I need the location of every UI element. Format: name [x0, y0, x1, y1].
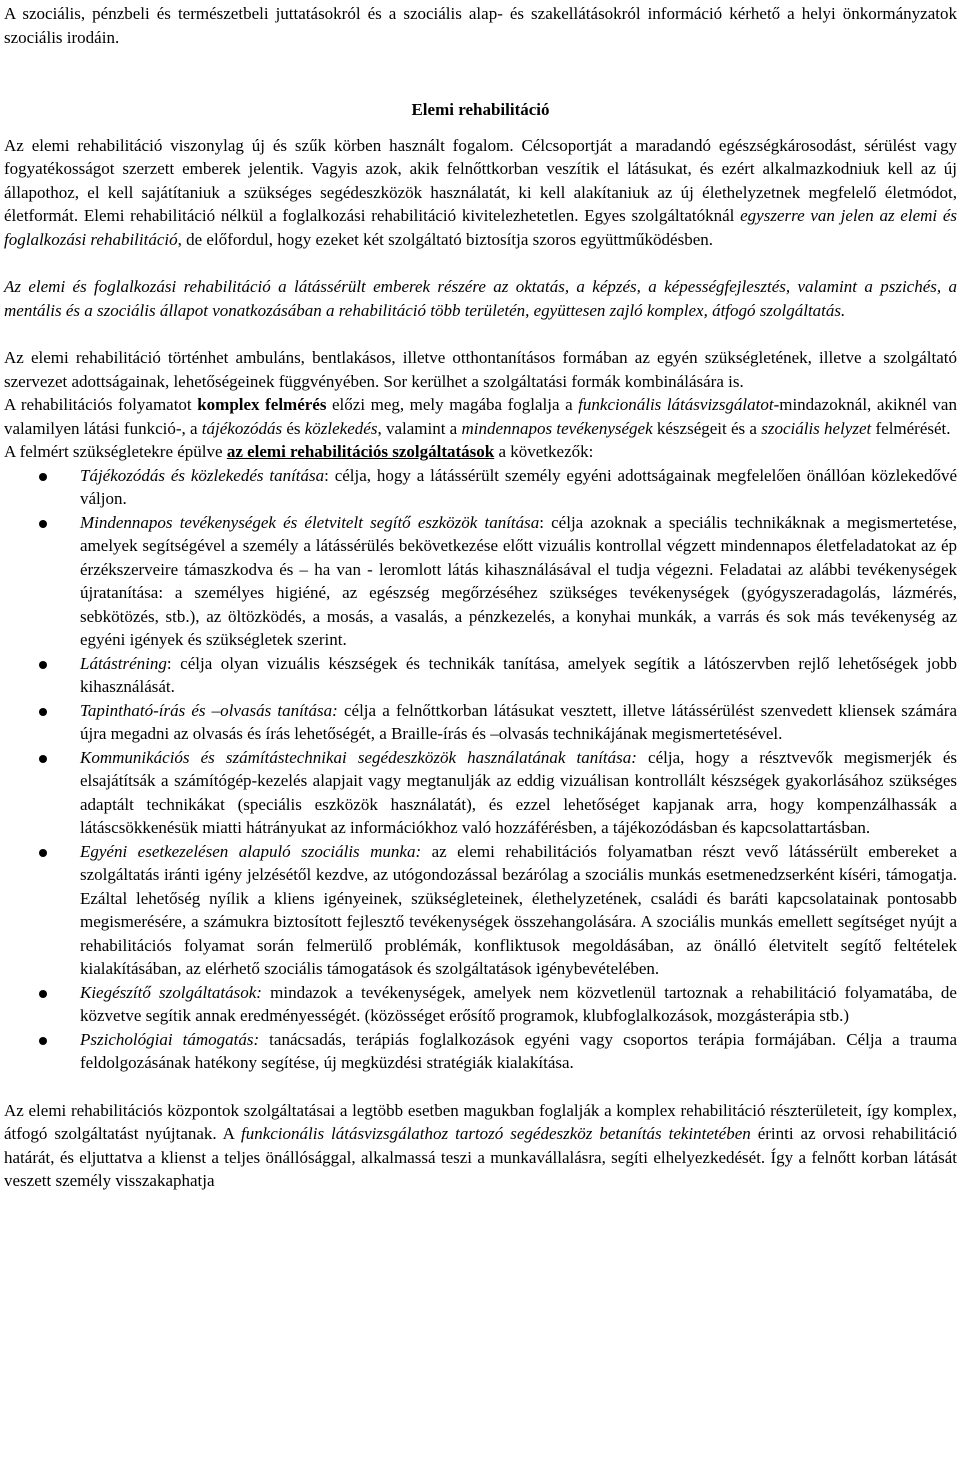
italic-span: egyszerre van jelen az elemi és foglalkozási rehabilitáció	[4, 206, 958, 249]
text-span: Az elemi rehabilitációs központok szolgáltatásai a legtöbb esetben magukban foglalják a komplex rehabilitáció részterületeit, így komplex, átfogó szolgáltatást nyújtanak. A	[4, 1100, 957, 1143]
bullet-icon	[39, 708, 47, 716]
italic-span: szociális helyzet	[761, 418, 872, 438]
list-item	[4, 511, 957, 652]
list-item	[4, 746, 957, 840]
document-page	[0, 2, 960, 1462]
list-item-title: Látástréning	[80, 653, 167, 673]
list-item-text: : célja olyan vizuális készségek és technikák tanítása, amelyek segítik a látószervben rejlő lehetőségek jobb kihasználását.	[80, 653, 957, 696]
text-span: a következők:	[494, 442, 594, 461]
bullet-icon	[39, 473, 47, 481]
list-item-title: Pszichológiai támogatás:	[80, 1029, 260, 1049]
italic-span: funkcionális látásvizsgálatot	[578, 395, 774, 414]
list-item-text: tanácsadás, terápiás foglalkozások egyéni vagy csoportos terápia formájában. Célja a trauma feldolgozásának hatékony segítése, új megküzdési stratégiák kialakítása.	[80, 1029, 957, 1072]
list-item-title: Tájékozódás és közlekedés tanítása	[80, 465, 325, 485]
list-item-text: célja a felnőttkorban látásukat vesztett, illetve látássérülést szenvedett kliensek számára újra megadni az olvasás és írás lehetőségét, a Braille-írás és –olvasás technikájának megismertetésével.	[80, 700, 957, 743]
paragraph-forms: Az elemi rehabilitáció történhet ambuláns, bentlakásos, illetve otthontanításos formában az egyén szükségletének, illetve a szolgáltató szervezet adottságainak, lehetőségeinek függvényében. Sor kerülhet a szolgáltatási formák kombinálására is.	[4, 348, 957, 391]
list-item-text: az elemi rehabilitációs folyamatban részt vevő látássérült embereket a szolgáltatás iránti igény jelzésétől kezdve, az utógondozással bezárólag a szociális munkás esetmenedzserként kíséri, támogatja. Ezáltal lehetőség nyílik a kliens igényeinek, szükségleteinek, élethelyzetének, családi és baráti kapcsolatainak pontosabb megismerésére, a számukra biztosított fejlesztő tevékenységek összehangolására. A szociális munkás emellett segítséget nyújt a rehabilitációs folyamat során felmerülő problémák, konfliktusok megoldásában, az önálló életvitelt segítő feltételek kialakításában, az elérhető szociális támogatások és szolgáltatások igénybevételében.	[80, 841, 957, 978]
list-item-title: Mindennapos tevékenységek és életvitelt segítő eszközök tanítása	[80, 512, 540, 532]
list-item-text: : célja azoknak a speciális technikáknak a megismertetése, amelyek segítségével a személy a látássérülés bekövetkezése előtt vizuális kontrollal végzett mindennapos életfeladatokat az ép érzékszerveire támaszkodva és – ha van - leromlott látás kihasználásával el tudja végezni. Feladatai az alábbi tevékenységek újratanítása: a személyes higiéné, az egészség megőrzéséhez szükséges tevékenységek (gyógyszeradagolás, lázmérés, sebkötözés, stb.), az öltözködés, a mosás, a vasalás, a pénzkezelés, a konyhai munkák, a varrás és sok más tevékenység az egyéni igények és szükségletek szerint.	[80, 512, 958, 649]
bold-span: komplex felmérés	[197, 395, 327, 414]
bullet-icon	[39, 849, 47, 857]
text-span: Az elemi rehabilitáció viszonylag új és szűk körben használt fogalom. Célcsoportját a maradandó egészségkárosodást, sérülést vagy fogyatékosságot szerzett emberek jelentik. Vagyis azok, akik felnőttkorban veszítik el látásukat, és ezért alkalmazkodniuk kell az új állapothoz, el kell sajátítaniuk a szükséges segédeszközök használatát, ki kell alakítaniuk az új élethelyzetnek megfelelő életmódot, életformát. Elemi rehabilitáció nélkül a foglalkozási rehabilitáció kivitelezhetetlen. Egyes szolgáltatóknál	[4, 135, 957, 225]
paragraph-centers	[4, 1099, 957, 1193]
italic-span: tájékozódás	[201, 418, 283, 438]
list-item	[4, 699, 957, 746]
italic-span: Az elemi és foglalkozási rehabilitáció a látássérült emberek részére az oktatás, a képzés, a képességfejlesztés, valamint a pszichés, a mentális és a szociális állapot vonatkozásában a rehabilitáció több területén, együttesen zajló komplex, átfogó szolgáltatás.	[4, 277, 957, 320]
bullet-icon	[39, 990, 47, 998]
bullet-icon	[39, 661, 47, 669]
services-list	[4, 464, 957, 1075]
text-span: érinti az orvosi rehabilitáció határát, és eljuttatva a klienst a teljes önállósággal, alkalmassá teszi a munkavállalásra, segíti elhelyezkedését. Így a felnőtt korban látását veszett személy visszakaphatja	[4, 1124, 957, 1190]
list-item	[4, 981, 957, 1028]
italic-span: közlekedés	[304, 418, 378, 438]
list-item-title: Kiegészítő szolgáltatások:	[80, 982, 262, 1002]
list-item	[4, 464, 957, 511]
list-item-text: : célja, hogy a látássérült személy egyéni adottságainak megfelelően önállóan közlekedővé váljon.	[80, 465, 957, 508]
paragraph-assessment	[4, 393, 957, 440]
list-item-title: Egyéni esetkezelésen alapuló szociális munka:	[80, 841, 422, 861]
bullet-icon	[39, 1037, 47, 1045]
intro-paragraph: A szociális, pénzbeli és természetbeli juttatásokról és a szociális alap- és szakellátásokról információ kérhető a helyi önkormányzatok szociális irodáin.	[4, 4, 957, 47]
section-heading: Elemi rehabilitáció	[411, 100, 550, 119]
paragraph-services-intro	[4, 440, 957, 464]
paragraph-italic-summary	[4, 275, 957, 322]
text-span: -mindazoknál, akiknél van valamilyen látási funkció-, a	[4, 395, 957, 438]
bullet-icon	[39, 520, 47, 528]
paragraph-definition	[4, 134, 957, 252]
list-item	[4, 840, 957, 981]
text-span: A felmért szükségletekre épülve	[4, 442, 227, 461]
italic-span: funkcionális látásvizsgálathoz tartozó segédeszköz betanítás tekintetében	[240, 1124, 751, 1143]
text-span: és	[282, 418, 305, 438]
list-item-text: mindazok a tevékenységek, amelyek nem közvetlenül tartoznak a rehabilitáció folyamatába, de közvetve segítik annak eredményességét. (közösséget erősítő programok, klubfoglalkozások, mozgásterápia stb.)	[80, 982, 957, 1025]
italic-span: mindennapos tevékenységek	[461, 418, 653, 438]
list-item-title: Kommunikációs és számítástechnikai segédeszközök használatának tanítása:	[80, 747, 637, 767]
text-span: felmérését.	[871, 418, 951, 438]
list-item-text: célja, hogy a résztvevők megismerjék és elsajátítsák a számítógép-kezelés alapjait vagy megtanulják az eddig vizuálisan kontrollált készségek gyakorlásához szükséges adaptált technikákat (speciális eszközök használatát), és ezzel lehetőséget kapjanak arra, hogy kompenzálhassák a látáscsökkenésük miatti hátrányukat az információkhoz való hozzáférésben, a tájékozódásban és kapcsolattartásban.	[80, 747, 957, 837]
text-span: , de előfordul, hogy ezeket két szolgáltató biztosítja szoros együttműködésben.	[177, 229, 713, 249]
list-item	[4, 1028, 957, 1075]
text-span: A rehabilitációs folyamatot	[4, 395, 198, 414]
bullet-icon	[39, 755, 47, 763]
text-span: előzi meg, mely magába foglalja a	[326, 395, 579, 414]
list-item-title: Tapintható-írás és –olvasás tanítása:	[80, 700, 338, 720]
text-span: készségeit és a	[652, 418, 762, 438]
text-span: , valamint a	[377, 418, 462, 438]
bold-underline-span: az elemi rehabilitációs szolgáltatások	[226, 442, 495, 461]
list-item	[4, 652, 957, 699]
